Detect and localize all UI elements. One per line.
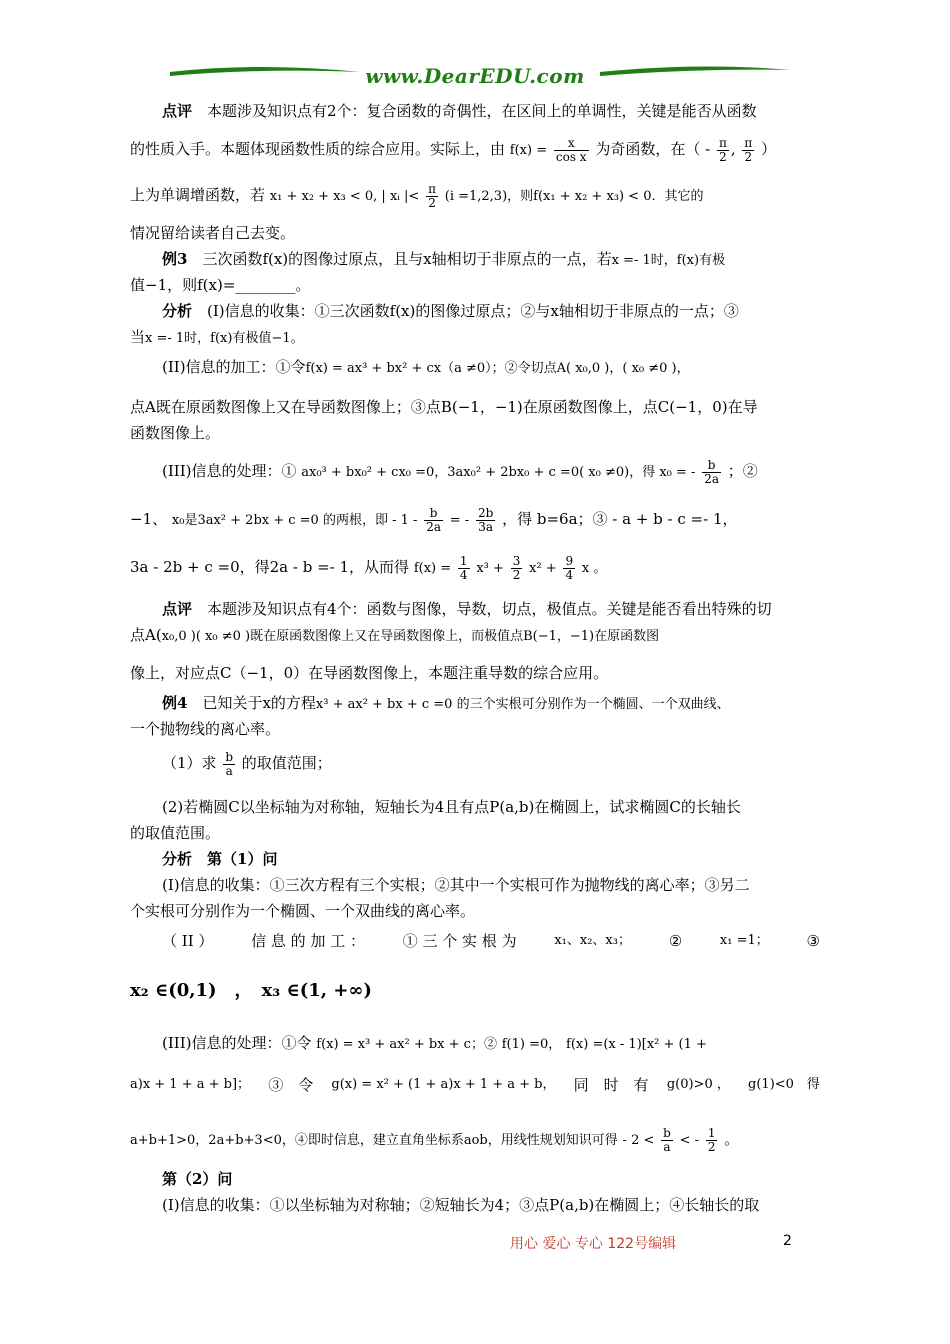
text-line: 分析 (I)信息的收集：①三次函数f(x)的图像过原点；②与x轴相切于非原点的一点；③	[162, 302, 739, 320]
text-line: 个实根可分别作为一个椭圆、一个双曲线的离心率。	[130, 902, 476, 920]
text-line: (III)信息的处理：① ax₀³ + bx₀² + cx₀ =0，3ax₀² + 2bx₀ + c =0( x₀ ≠0)，得 x₀ = - $\frac{b}{2a}$ ；②	[162, 457, 758, 486]
fraction: $\frac{b}{a}$	[225, 749, 234, 778]
text-line: 当x =- 1时，f(x)有极值−1。	[130, 328, 304, 346]
section-heading: 分析 第（1）问	[162, 850, 278, 868]
text-line: 一个抛物线的离心率。	[130, 720, 281, 738]
text-line: (I)信息的收集：①以坐标轴为对称轴；②短轴长为4；③点P(a,b)在椭圆上；④长轴长的取	[162, 1196, 760, 1214]
fraction: $\frac{2b}{3a}$	[477, 505, 494, 534]
fraction: $\frac{9}{4}$	[565, 553, 574, 582]
text-line: (II)信息的加工：①令f(x) = ax³ + bx² + cx（a ≠0）；②令切点A( x₀,0 )，( x₀ ≠0 )，	[162, 358, 690, 376]
text-line: 上为单调增函数，若 x₁ + x₂ + x₃ < 0, | xᵢ |< $\frac{\pi}{2}$ (i =1,2,3)，则f(x₁ + x₂ + x₃) < 0．其它的	[130, 181, 704, 210]
text-line: 情况留给读者自己去变。	[130, 224, 296, 242]
text-line: 例4 已知关于x的方程x³ + ax² + bx + c =0 的三个实根可分别作为一个椭圆、一个双曲线、	[162, 694, 730, 712]
text-line: (2)若椭圆C以坐标轴为对称轴，短轴长为4且有点P(a,b)在椭圆上，试求椭圆C的长轴长	[162, 798, 741, 816]
text-line: （1）求 $\frac{b}{a}$ 的取值范围；	[162, 749, 332, 778]
text-line: 的取值范围。	[130, 824, 221, 842]
fraction: $\frac{1}{4}$	[459, 553, 468, 582]
fraction: $\frac{\pi}{2}$	[718, 135, 727, 164]
text-line: −1、 x₀是3ax² + 2bx + c =0 的两根，即 - 1 - $\frac{b}{2a}$ = - $\frac{2b}{3a}$ ，得 b=6a；③ - a + b - c =- 1，	[130, 505, 738, 534]
text-line: 3a - 2b + c =0，得2a - b =- 1，从而得 f(x) = $\frac{1}{4}$ x³ + $\frac{3}{2}$ x² + $\frac{9}{4}$ x 。	[130, 553, 607, 582]
text-line: 例3 三次函数f(x)的图像过原点，且与x轴相切于非原点的一点，若x =- 1时，f(x)有极	[162, 250, 726, 268]
text-line: (I)信息的收集：①三次方程有三个实根；②其中一个实根可作为抛物线的离心率；③另二	[162, 876, 750, 894]
text-line: 函数图像上。	[130, 424, 221, 442]
footer-credit: 用心 爱心 专心 122号编辑	[510, 1236, 677, 1252]
text-line: 像上，对应点C（−1，0）在导函数图像上，本题注重导数的综合应用。	[130, 664, 609, 682]
text-line: 的性质入手。本题体现函数性质的综合应用。实际上，由 f(x) = $\frac{x}{\text{cos x}}$ 为奇函数，在（ - $\frac{\pi}{2}$ , $\frac{\pi}{2}$ ）	[130, 135, 777, 164]
text-line: 点评 本题涉及知识点有2个：复合函数的奇偶性，在区间上的单调性，关键是能否从函数	[162, 102, 757, 120]
text-line: (III)信息的处理：①令 f(x) = x³ + ax² + bx + c；② f(1) =0， f(x) =(x - 1)[x² + (1 +	[162, 1034, 707, 1052]
fraction: $\frac{3}{2}$	[512, 553, 521, 582]
fraction: $\frac{1}{2}$	[707, 1125, 716, 1154]
fraction: $\frac{b}{a}$	[663, 1125, 671, 1154]
text-line: a+b+1>0，2a+b+3<0，④即时信息，建立直角坐标系aob，用线性规划知识可得 - 2 < $\frac{b}{a}$ < - $\frac{1}{2}$ 。	[130, 1125, 740, 1154]
text-line: 点A(x₀,0 )( x₀ ≠0 )既在原函数图像上又在导函数图像上，而极值点B(−1，−1)在原函数图	[130, 626, 660, 644]
text-line: 点评 本题涉及知识点有4个：函数与图像，导数，切点，极值点。关键是能否看出特殊的切	[162, 600, 772, 618]
fraction: $\frac{\pi}{2}$	[428, 181, 436, 210]
page-header	[0, 58, 950, 98]
fraction: $\frac{b}{2a}$	[704, 457, 720, 486]
fraction: $\frac{\pi}{2}$	[744, 135, 753, 164]
text-line: 值−1，则f(x)=________。	[130, 276, 311, 294]
text-line: （ II ） 信 息 的 加 工 ： ① 三 个 实 根 为 x₁、x₂、x₃； ② x₁ =1； ③	[162, 932, 820, 950]
page-number: 2	[783, 1233, 792, 1249]
fraction: $\frac{b}{2a}$	[426, 505, 441, 534]
site-logo-text: www.DearEDU.com	[365, 64, 585, 88]
section-heading: 第（2）问	[162, 1170, 233, 1188]
text-line: a)x + 1 + a + b]； ③ 令 g(x) = x² + (1 + a)x + 1 + a + b， 同 时 有 g(0)>0 ， g(1)<0 得	[130, 1076, 820, 1094]
fraction: $\frac{x}{\text{cos x}}$	[555, 135, 587, 164]
text-line: x₂ ∈(0,1) ， x₃ ∈(1, +∞)	[130, 980, 372, 1001]
text-line: 点A既在原函数图像上又在导函数图像上；③点B(−1，−1)在原函数图像上，点C(−1，0)在导	[130, 398, 758, 416]
